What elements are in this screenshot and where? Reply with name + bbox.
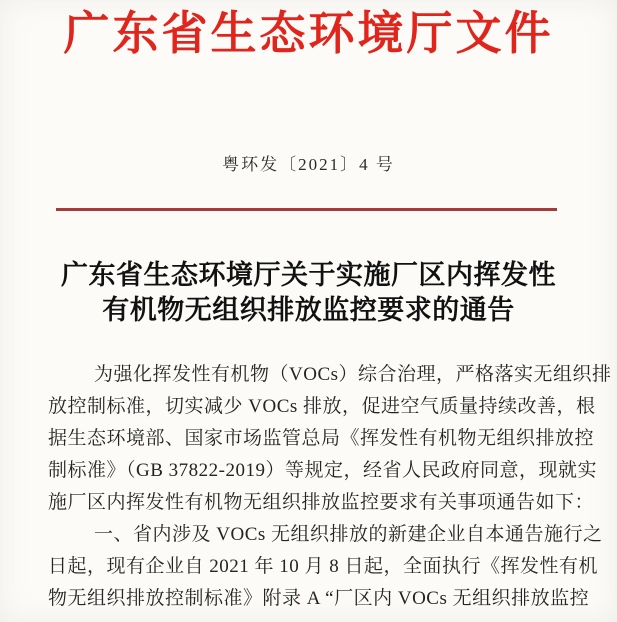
body-line: 施厂区内挥发性有机物无组织排放监控要求有关事项通告如下：: [48, 492, 595, 513]
body-line: 一、省内涉及 VOCs 无组织排放的新建企业自本通告施行之: [94, 524, 603, 545]
document-body: [48, 359, 612, 615]
body-line: 据生态环境部、国家市场监管总局《挥发性有机物无组织排放控: [48, 428, 595, 449]
document-title-line: 有机物无组织排放监控要求的通告: [102, 295, 515, 325]
red-divider-line: [56, 208, 557, 211]
body-line: 日起，现有企业自 2021 年 10 月 8 日起，全面执行《挥发性有机: [48, 556, 599, 577]
body-line: 放控制标准，切实减少 VOCs 排放，促进空气质量持续改善，根: [48, 396, 596, 417]
document-title: [0, 258, 617, 328]
document-title-line: 广东省生态环境厅关于实施厂区内挥发性: [61, 260, 556, 290]
body-line: 为强化挥发性有机物（VOCs）综合治理，严格落实无组织排: [94, 364, 612, 385]
document-header-title: 广东省生态环境厅文件: [63, 8, 554, 59]
document-number: 粤环发〔2021〕4 号: [222, 155, 395, 174]
body-line: 物无组织排放控制标准》附录 A “厂区内 VOCs 无组织排放监控: [48, 588, 590, 609]
body-line: 制标准》（GB 37822-2019）等规定，经省人民政府同意，现就实: [48, 460, 597, 481]
